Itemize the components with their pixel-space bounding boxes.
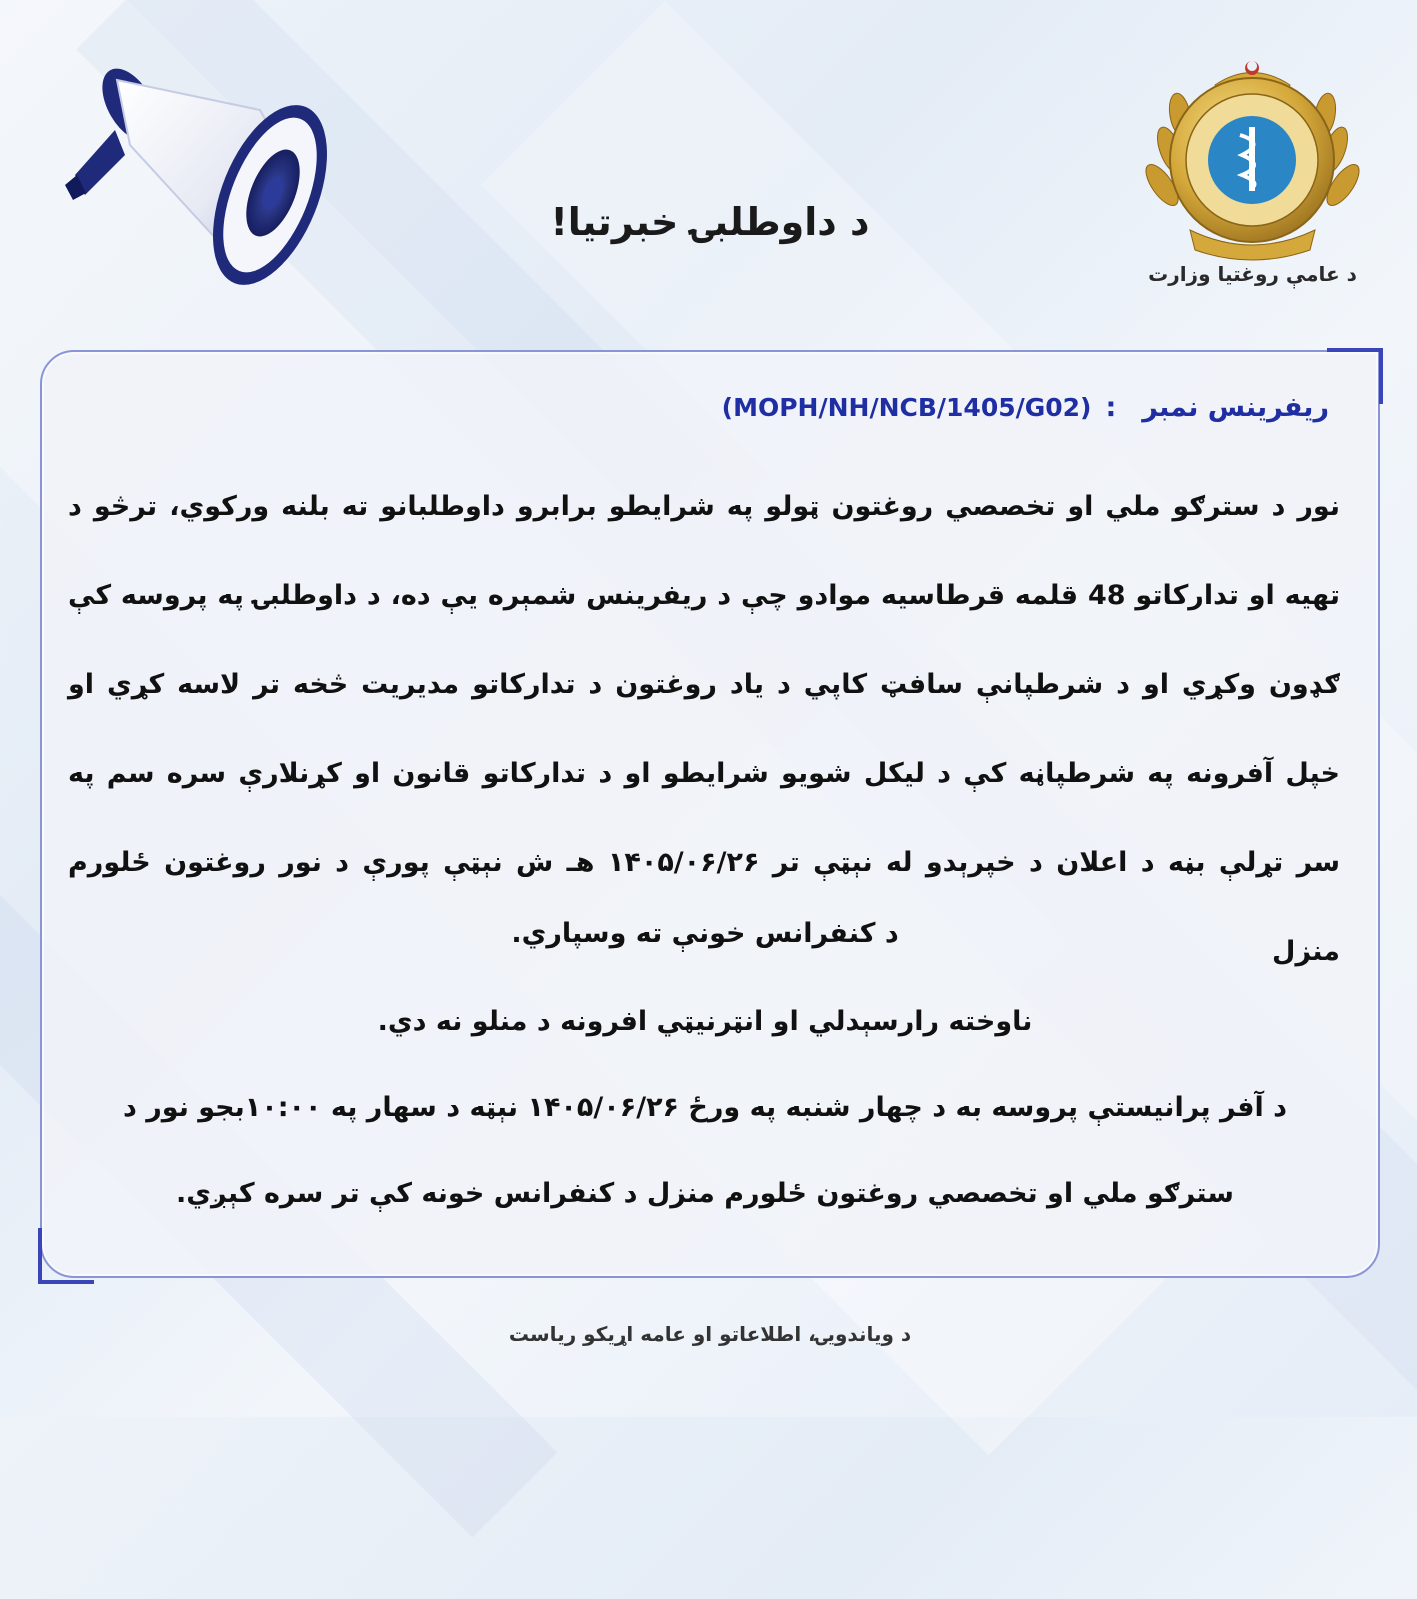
card-corner-decoration: [38, 1228, 94, 1284]
submission-location-line: د کنفرانس خونې ته وسپاري.: [511, 918, 899, 949]
late-bids-note: ناوخته رارسېدلي او انټرنیټي افرونه د منلو نه دي.: [377, 1006, 1033, 1037]
ministry-name: د عامې روغتیا وزارت: [1148, 262, 1357, 286]
page-title: د داوطلبۍ خبرتیا!: [550, 200, 870, 244]
reference-line: [722, 392, 1329, 423]
ministry-emblem-icon: [1140, 55, 1365, 270]
reference-label: ریفرینس نمبر: [1142, 392, 1329, 423]
reference-code: (MOPH/NH/NCB/1405/G02): [721, 393, 1092, 422]
reference-separator: :: [1105, 392, 1117, 423]
card-corner-decoration: [1327, 348, 1383, 404]
megaphone-icon: [55, 35, 345, 295]
opening-info-line-2: سترګو ملي او تخصصي روغتون ځلورم منزل د کنفرانس خونه کې تر سره کېږي.: [176, 1178, 1234, 1209]
footer-department: د ویاندویۍ، اطلاعاتو او عامه اړیکو ریاست: [508, 1322, 912, 1346]
opening-info-line-1: د آفر پرانیستې پروسه به د چهار شنبه په ورځ ۱۴۰۵/۰۶/۲۶ نېټه د سهار په ۱۰:۰۰بجو نور د: [122, 1092, 1288, 1123]
announcement-paragraph: نور د سترګو ملي او تخصصي روغتون ټولو په شرایطو برابرو داوطلبانو ته بلنه ورکوي، ترڅو د تهیه او تدارکاتو 48 قلمه قرطاسیه موادو چې د ریفرینس شمېره یې ده، د داوطلبۍ په پروسه کې ګډون وکړي او د شرطپانې سافټ کاپي د یاد روغتون د تدارکاتو مدیریت څخه تر لاسه کړي او خپل آفرونه په شرطپاڼه کې د لیکل شویو شرایطو او د تدارکاتو قانون او کړنلارې سره سم په سر تړلې بڼه د اعلان د خپرېدو له نېټې تر ۱۴۰۵/۰۶/۲۶ هـ ش نېټې پورې د نور روغتون ځلورم منزل: [68, 491, 1340, 967]
